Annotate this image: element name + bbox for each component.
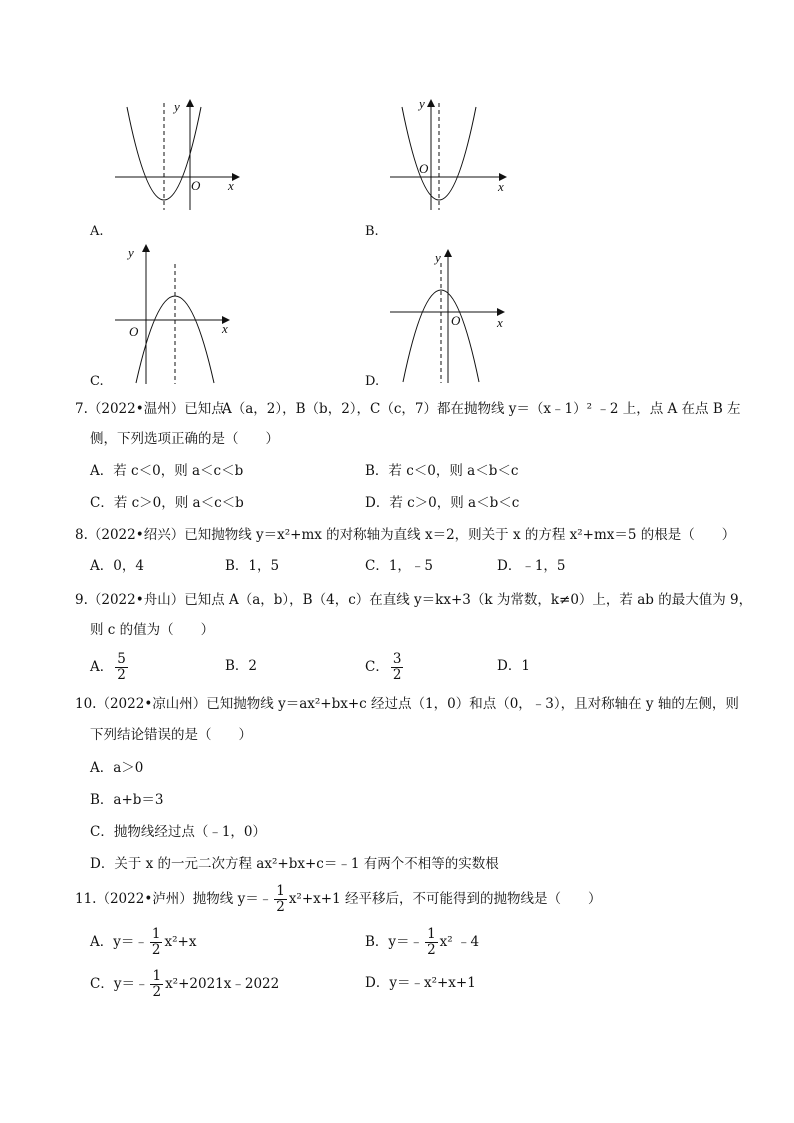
q9-option-d: D．1 <box>497 658 530 674</box>
figure-label-a: A. <box>90 224 104 239</box>
q7-stem-line2: 侧，下列选项正确的是（ ） <box>90 431 279 447</box>
q9-option-c-label: C． <box>365 659 389 675</box>
q9-option-b: B．2 <box>225 658 258 674</box>
q10-option-a: A．a＞0 <box>90 760 144 776</box>
origin-label: O <box>191 178 201 193</box>
q11-option-b-pre: B．y＝﹣ <box>365 934 424 950</box>
q9-option-a-label: A． <box>90 659 114 675</box>
q11-option-b <box>365 927 479 958</box>
q9-stem-line2: 则 c 的值为（ ） <box>90 622 215 638</box>
q10-stem-line1: 10.（2022•凉山州）已知抛物线 y＝ax²+bx+c 经过点（1，0）和点（0，﹣3），且对称轴在 y 轴的左侧，则 <box>75 696 739 712</box>
q11-stem-pre: 11.（2022•泸州）抛物线 y＝﹣ <box>75 891 273 907</box>
q7-number: 7.（2022•温州）已知点 <box>75 401 225 417</box>
y-label: y <box>174 99 180 114</box>
q7-stem-line1: A（a，2），B（b，2），C（c，7）都在抛物线 y＝（x﹣1）² ﹣2 上，点 A 在点 B 左 <box>222 401 741 417</box>
q11-option-d: D．y＝﹣x²+x+1 <box>365 975 476 991</box>
x-label: x <box>228 178 234 193</box>
origin-label: O <box>451 313 461 328</box>
q11-option-a <box>90 927 196 958</box>
q9-option-a <box>90 652 130 683</box>
q11-stem-post: x²+x+1 经平移后，不可能得到的抛物线是（ ） <box>288 891 602 907</box>
y-label: y <box>419 96 425 111</box>
graph-b <box>385 95 510 210</box>
x-label: x <box>498 179 504 194</box>
figure-label-d: D. <box>365 374 380 389</box>
x-label: x <box>222 321 228 336</box>
q10-option-b: B．a+b＝3 <box>90 792 164 808</box>
q8-option-b: B．1，5 <box>225 558 280 574</box>
fraction: $\frac{1}{2}$ <box>276 883 285 915</box>
q10-stem-line2: 下列结论错误的是（ ） <box>90 727 252 743</box>
q11-option-a-pre: A．y＝﹣ <box>90 934 148 950</box>
q8-option-c: C．1，﹣5 <box>365 558 434 574</box>
q7-option-a: A．若 c＜0，则 a＜c＜b <box>90 463 244 479</box>
q11-option-c-pre: C．y＝﹣ <box>90 976 149 992</box>
q11-option-c-post: x²+2021x﹣2022 <box>165 976 280 992</box>
y-label: y <box>435 250 441 265</box>
y-arrow <box>142 244 150 252</box>
graph-d <box>385 245 510 385</box>
q7-option-b: B．若 c＜0，则 a＜b＜c <box>365 463 519 479</box>
q11-stem <box>75 884 601 915</box>
graph-a <box>110 95 240 210</box>
fraction: $\frac{1}{2}$ <box>152 968 162 1000</box>
figure-label-b: B. <box>365 224 379 239</box>
q11-option-a-post: x²+x <box>164 934 197 950</box>
fraction: $\frac{5}{2}$ <box>117 651 126 683</box>
q8-option-a: A．0，4 <box>90 558 144 574</box>
q8-option-d: D．﹣1，5 <box>497 558 566 574</box>
y-label: y <box>128 245 134 260</box>
q10-option-c: C．抛物线经过点（﹣1，0） <box>90 824 267 840</box>
origin-label: O <box>129 324 139 339</box>
q11-option-b-post: x² ﹣4 <box>439 934 480 950</box>
y-arrow <box>427 99 435 107</box>
q7-option-d: D．若 c＞0，则 a＜b＜c <box>365 495 520 511</box>
figure-label-c: C. <box>90 374 104 389</box>
y-arrow <box>444 249 452 257</box>
q7-option-c: C．若 c＞0，则 a＜c＜b <box>90 495 244 511</box>
origin-label: O <box>419 161 429 176</box>
fraction: $\frac{3}{2}$ <box>392 651 402 683</box>
q9-option-c <box>365 652 405 683</box>
y-arrow <box>186 99 194 107</box>
q11-option-c <box>90 969 279 1000</box>
fraction: $\frac{1}{2}$ <box>151 926 161 958</box>
q8-stem: 8.（2022•绍兴）已知抛物线 y＝x²+mx 的对称轴为直线 x＝2，则关于 x 的方程 x²+mx＝5 的根是（ ） <box>75 527 736 543</box>
graph-c <box>110 240 240 385</box>
x-label: x <box>497 315 503 330</box>
q10-option-d: D．关于 x 的一元二次方程 ax²+bx+c＝﹣1 有两个不相等的实数根 <box>90 856 499 872</box>
fraction: $\frac{1}{2}$ <box>427 926 436 958</box>
q9-stem-line1: 9.（2022•舟山）已知点 A（a，b），B（4，c）在直线 y＝kx+3（k 为常数，k≠0）上，若 ab 的最大值为 9， <box>75 592 753 608</box>
